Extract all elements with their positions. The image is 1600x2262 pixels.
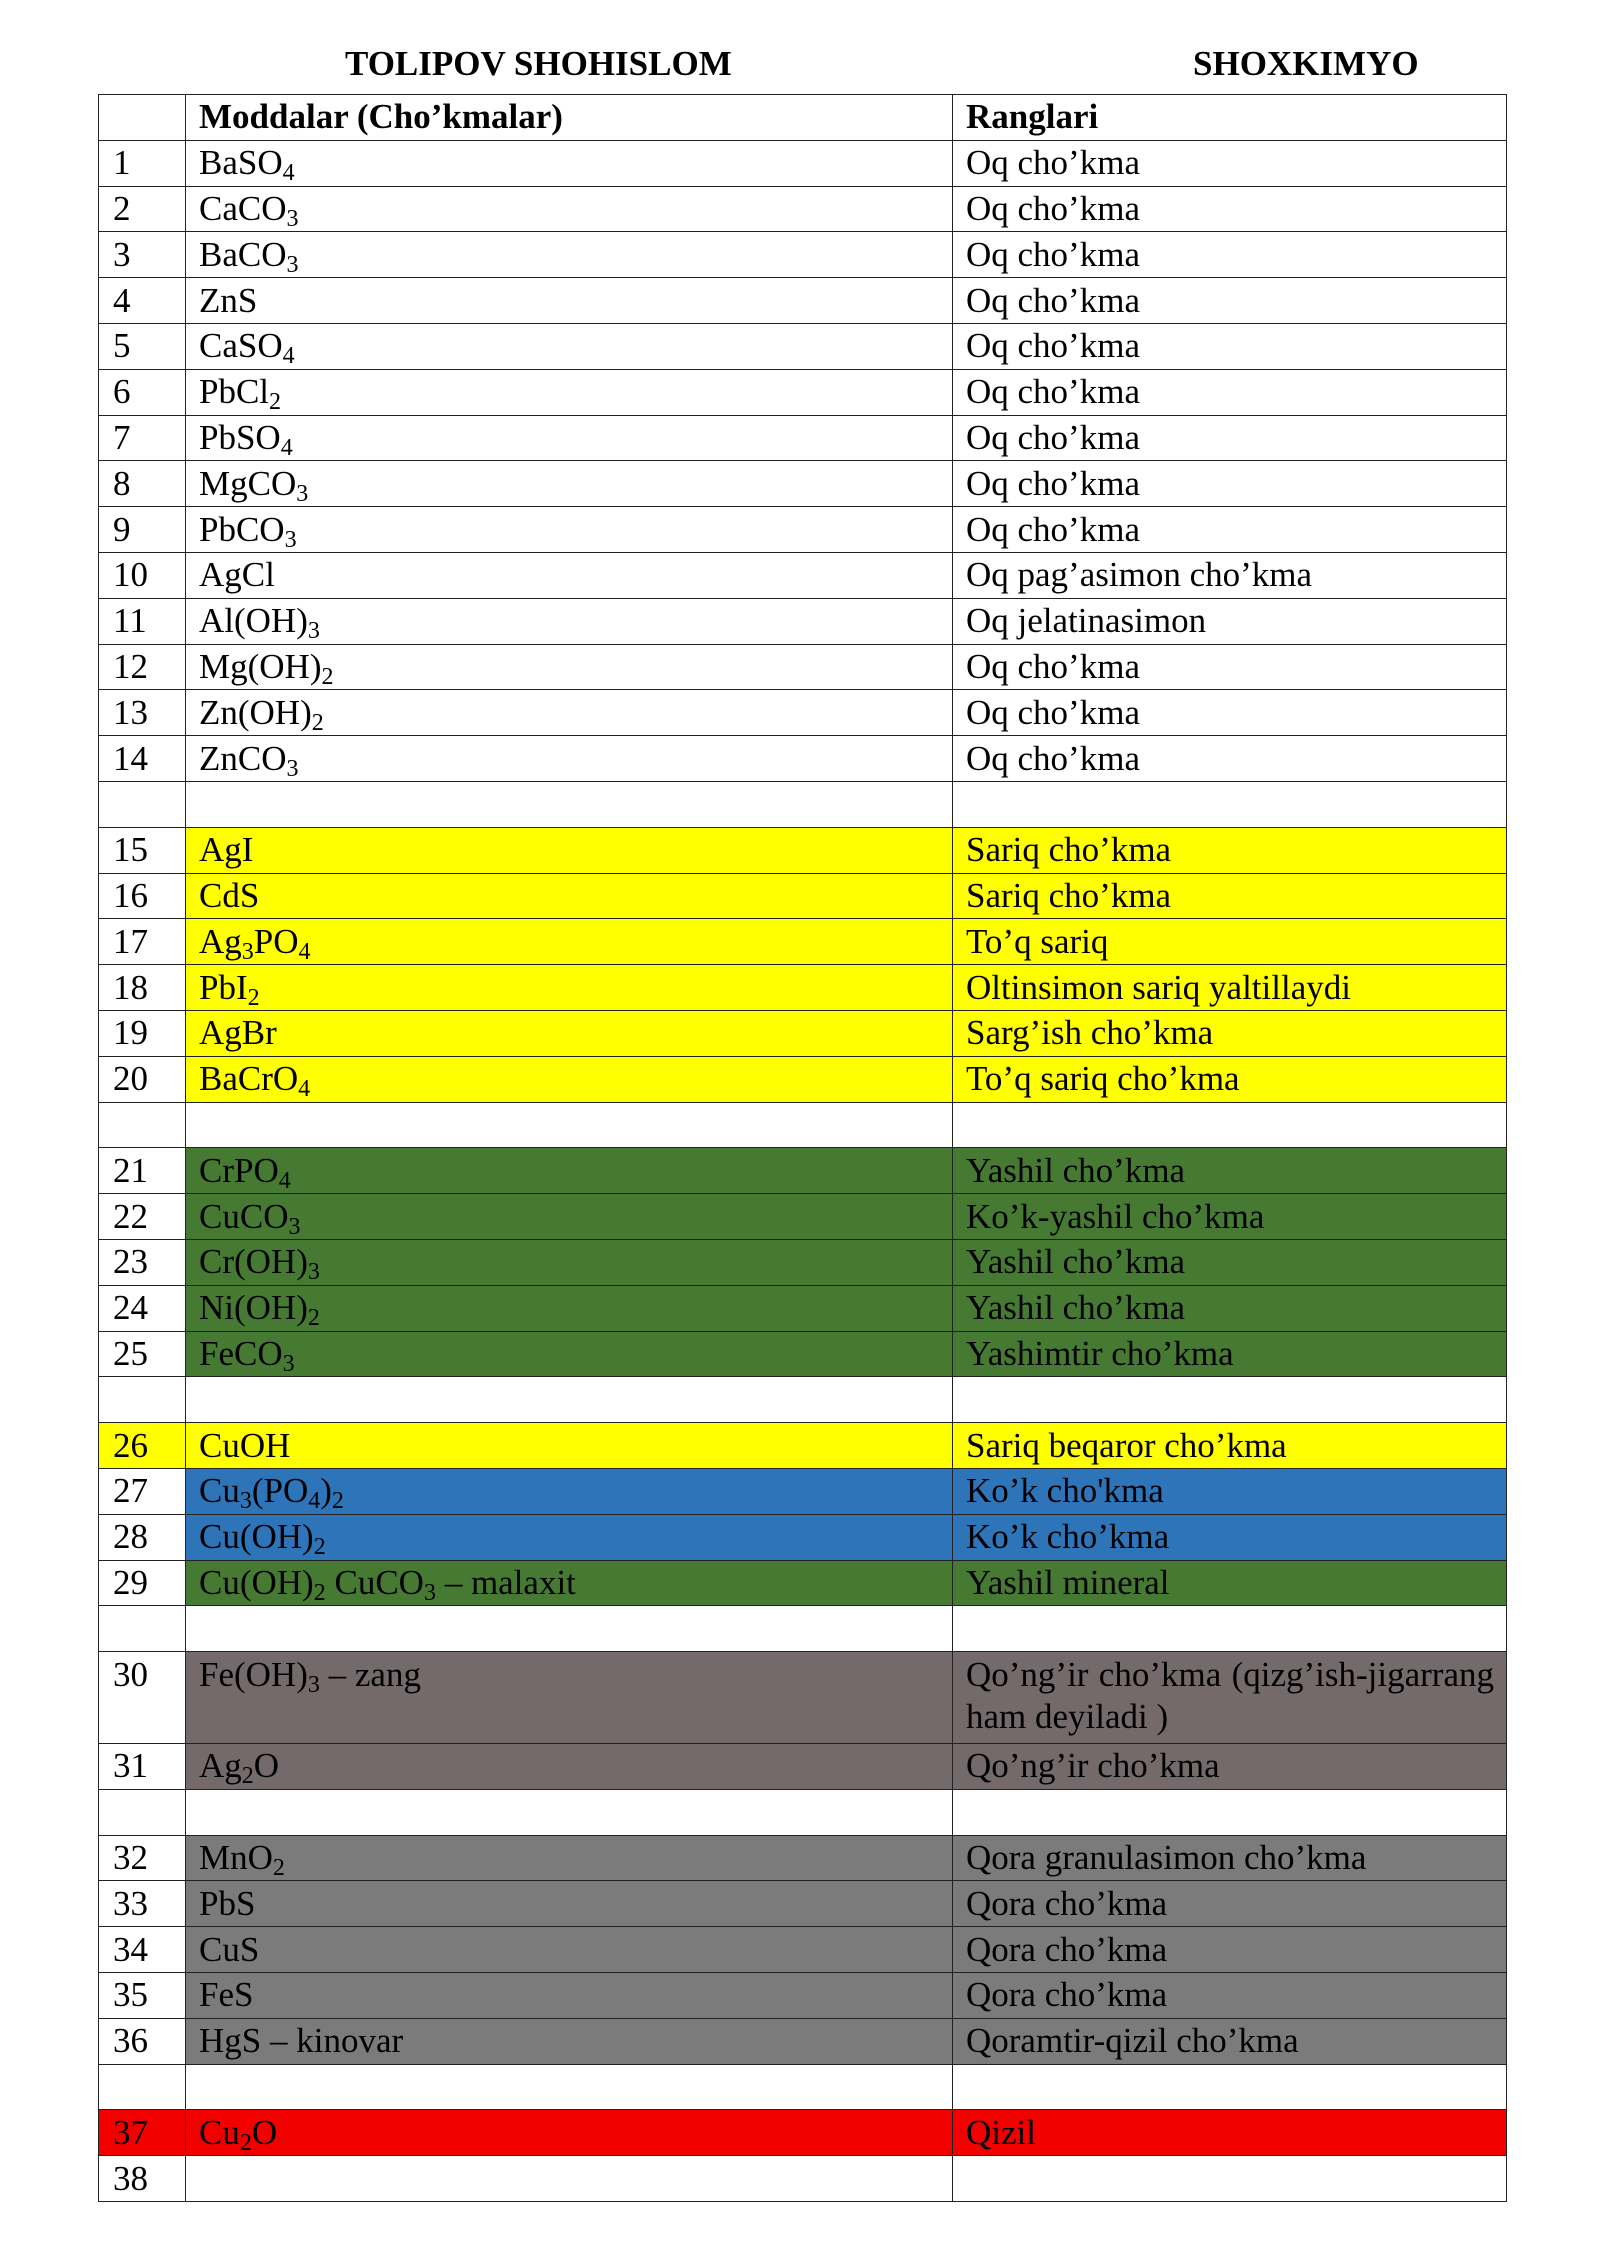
row-number: 13 xyxy=(99,690,186,736)
substance-formula: PbI$_2$ xyxy=(186,965,953,1011)
substance-formula: $Ag_3PO_4$ xyxy=(186,919,953,965)
table-row xyxy=(99,1194,1507,1240)
table-row xyxy=(99,232,1507,278)
row-number: 17 xyxy=(99,919,186,965)
table-row xyxy=(99,1514,1507,1560)
precipitate-color: Oq jelatinasimon xyxy=(953,598,1507,644)
precipitate-color: Ko’k-yashil cho’kma xyxy=(953,1194,1507,1240)
substance-formula: $Al(OH)_3$ xyxy=(186,598,953,644)
substance-formula: CuCO$_3$ xyxy=(186,1194,953,1240)
precipitate-color: To’q sariq xyxy=(953,919,1507,965)
substance-formula: MgCO$_3$ xyxy=(186,461,953,507)
row-number: 34 xyxy=(99,1927,186,1973)
row-number: 3 xyxy=(99,232,186,278)
row-number: 1 xyxy=(99,140,186,186)
table-row xyxy=(99,2018,1507,2064)
substance-formula: BaCrO$_4$ xyxy=(186,1056,953,1102)
table-row xyxy=(99,552,1507,598)
substance-formula xyxy=(186,781,953,827)
row-number: 6 xyxy=(99,369,186,415)
row-number: 16 xyxy=(99,873,186,919)
row-number: 29 xyxy=(99,1560,186,1606)
row-number: 35 xyxy=(99,1973,186,2019)
precipitate-color xyxy=(953,781,1507,827)
precipitate-color: Sarg’ish cho’kma xyxy=(953,1010,1507,1056)
spacer-row xyxy=(99,1789,1507,1835)
precipitate-color: Qo’ng’ir cho’kma xyxy=(953,1744,1507,1790)
table-row xyxy=(99,1148,1507,1194)
precipitate-color: Oq cho’kma xyxy=(953,644,1507,690)
table-row xyxy=(99,461,1507,507)
precipitate-color: Oq pag’asimon cho’kma xyxy=(953,552,1507,598)
table-row xyxy=(99,827,1507,873)
row-number: 23 xyxy=(99,1239,186,1285)
table-row xyxy=(99,690,1507,736)
substance-formula: $Ag_2O$ xyxy=(186,1744,953,1790)
spacer-row xyxy=(99,781,1507,827)
substance-formula xyxy=(186,1102,953,1148)
row-number: 37 xyxy=(99,2110,186,2156)
precipitate-color: Yashil cho’kma xyxy=(953,1285,1507,1331)
row-number xyxy=(99,1102,186,1148)
row-number: 10 xyxy=(99,552,186,598)
precipitate-color: Oq cho’kma xyxy=(953,507,1507,553)
row-number xyxy=(99,1789,186,1835)
precipitate-color xyxy=(953,1102,1507,1148)
substance-formula: PbS xyxy=(186,1881,953,1927)
spacer-row xyxy=(99,1606,1507,1652)
row-number: 24 xyxy=(99,1285,186,1331)
precipitate-color: Oq cho’kma xyxy=(953,461,1507,507)
substance-formula: AgCl xyxy=(186,552,953,598)
row-number: 15 xyxy=(99,827,186,873)
row-number: 32 xyxy=(99,1835,186,1881)
substance-formula: BaCO$_3$ xyxy=(186,232,953,278)
substance-formula: $Cu_2O$ xyxy=(186,2110,953,2156)
row-number: 4 xyxy=(99,278,186,324)
table-row xyxy=(99,736,1507,782)
row-number xyxy=(99,2064,186,2110)
substance-formula: $Fe(OH)_3$ – zang xyxy=(186,1652,953,1744)
table-row xyxy=(99,1239,1507,1285)
row-number: 27 xyxy=(99,1468,186,1514)
precipitate-color: Qo’ng’ir cho’kma (qizg’ish-jigarrang ham deyiladi ) xyxy=(953,1652,1507,1744)
precipitate-color: Qora granulasimon cho’kma xyxy=(953,1835,1507,1881)
row-number: 9 xyxy=(99,507,186,553)
precipitate-color: Oq cho’kma xyxy=(953,415,1507,461)
row-number: 28 xyxy=(99,1514,186,1560)
substance-formula: AgI xyxy=(186,827,953,873)
row-number: 5 xyxy=(99,323,186,369)
row-number: 18 xyxy=(99,965,186,1011)
row-number: 30 xyxy=(99,1652,186,1744)
row-number: 38 xyxy=(99,2156,186,2202)
row-number: 7 xyxy=(99,415,186,461)
substance-formula: ZnCO$_3$ xyxy=(186,736,953,782)
precipitate-color: To’q sariq cho’kma xyxy=(953,1056,1507,1102)
precipitate-color: Qora cho’kma xyxy=(953,1881,1507,1927)
table-row xyxy=(99,507,1507,553)
substance-formula: $Cu_3(PO_4)_2$ xyxy=(186,1468,953,1514)
substance-formula xyxy=(186,2064,953,2110)
precipitate-color: Oq cho’kma xyxy=(953,186,1507,232)
row-number xyxy=(99,1606,186,1652)
table-row xyxy=(99,1423,1507,1469)
table-header-row xyxy=(99,95,1507,141)
table-row xyxy=(99,1560,1507,1606)
substance-formula xyxy=(186,1606,953,1652)
substance-formula: $Cu(OH)_2$ xyxy=(186,1514,953,1560)
substance-formula: HgS – kinovar xyxy=(186,2018,953,2064)
precipitate-color xyxy=(953,1606,1507,1652)
table-row xyxy=(99,140,1507,186)
row-number: 31 xyxy=(99,1744,186,1790)
precipitate-color: Oq cho’kma xyxy=(953,690,1507,736)
row-number: 2 xyxy=(99,186,186,232)
author-name: TOLIPOV SHOHISLOM xyxy=(345,44,732,83)
row-number xyxy=(99,781,186,827)
table-row xyxy=(99,1056,1507,1102)
precipitate-color: Sariq cho’kma xyxy=(953,827,1507,873)
row-number: 20 xyxy=(99,1056,186,1102)
table-row xyxy=(99,323,1507,369)
precipitate-color: Qoramtir-qizil cho’kma xyxy=(953,2018,1507,2064)
row-number: 25 xyxy=(99,1331,186,1377)
substance-formula: CuS xyxy=(186,1927,953,1973)
row-number xyxy=(99,1377,186,1423)
precipitate-color: Oq cho’kma xyxy=(953,232,1507,278)
precipitate-color: Qora cho’kma xyxy=(953,1973,1507,2019)
header-substance-cell: Moddalar (Cho’kmalar) xyxy=(186,95,953,141)
table-row xyxy=(99,2110,1507,2156)
table-row xyxy=(99,1010,1507,1056)
precipitate-color: Oq cho’kma xyxy=(953,140,1507,186)
row-number: 19 xyxy=(99,1010,186,1056)
table-row xyxy=(99,1835,1507,1881)
substance-formula: ZnS xyxy=(186,278,953,324)
table-row xyxy=(99,1285,1507,1331)
row-number: 36 xyxy=(99,2018,186,2064)
substance-formula: PbCl$_2$ xyxy=(186,369,953,415)
table-row xyxy=(99,1652,1507,1744)
substance-formula: FeS xyxy=(186,1973,953,2019)
substance-formula: PbSO$_4$ xyxy=(186,415,953,461)
substance-formula xyxy=(186,2156,953,2202)
spacer-row xyxy=(99,1377,1507,1423)
precipitate-table xyxy=(98,94,1507,2202)
table-row xyxy=(99,415,1507,461)
row-number: 22 xyxy=(99,1194,186,1240)
substance-formula: PbCO$_3$ xyxy=(186,507,953,553)
precipitate-color: Sariq beqaror cho’kma xyxy=(953,1423,1507,1469)
substance-formula: $Zn(OH)_2$ xyxy=(186,690,953,736)
precipitate-color xyxy=(953,2156,1507,2202)
substance-formula: BaSO$_4$ xyxy=(186,140,953,186)
precipitate-color: Yashimtir cho’kma xyxy=(953,1331,1507,1377)
row-number: 33 xyxy=(99,1881,186,1927)
substance-formula xyxy=(186,1377,953,1423)
table-row xyxy=(99,278,1507,324)
substance-formula: $Cr(OH)_3$ xyxy=(186,1239,953,1285)
table-row xyxy=(99,2156,1507,2202)
table-row xyxy=(99,965,1507,1011)
table-row xyxy=(99,1927,1507,1973)
substance-formula xyxy=(186,1789,953,1835)
precipitate-color xyxy=(953,1789,1507,1835)
substance-formula: CuOH xyxy=(186,1423,953,1469)
substance-formula: CaCO$_3$ xyxy=(186,186,953,232)
precipitate-color: Ko’k cho'kma xyxy=(953,1468,1507,1514)
precipitate-color: Oq cho’kma xyxy=(953,323,1507,369)
precipitate-color xyxy=(953,2064,1507,2110)
row-number: 12 xyxy=(99,644,186,690)
table-row xyxy=(99,919,1507,965)
table-row xyxy=(99,1973,1507,2019)
table-row xyxy=(99,1744,1507,1790)
spacer-row xyxy=(99,2064,1507,2110)
substance-formula: CdS xyxy=(186,873,953,919)
row-number: 26 xyxy=(99,1423,186,1469)
header-color-cell: Ranglari xyxy=(953,95,1507,141)
precipitate-color: Ko’k cho’kma xyxy=(953,1514,1507,1560)
precipitate-color: Sariq cho’kma xyxy=(953,873,1507,919)
spacer-row xyxy=(99,1102,1507,1148)
table-row xyxy=(99,186,1507,232)
substance-formula: $Cu(OH)_2$ CuCO$_3$ – malaxit xyxy=(186,1560,953,1606)
substance-formula: CaSO$_4$ xyxy=(186,323,953,369)
substance-formula: CrPO$_4$ xyxy=(186,1148,953,1194)
precipitate-color: Yashil mineral xyxy=(953,1560,1507,1606)
row-number: 21 xyxy=(99,1148,186,1194)
row-number: 8 xyxy=(99,461,186,507)
precipitate-color: Oltinsimon sariq yaltillaydi xyxy=(953,965,1507,1011)
substance-formula: FeCO$_3$ xyxy=(186,1331,953,1377)
substance-formula: MnO$_2$ xyxy=(186,1835,953,1881)
header-number-cell xyxy=(99,95,186,141)
table-row xyxy=(99,873,1507,919)
substance-formula: AgBr xyxy=(186,1010,953,1056)
precipitate-color: Yashil cho’kma xyxy=(953,1239,1507,1285)
row-number: 11 xyxy=(99,598,186,644)
table-row xyxy=(99,1331,1507,1377)
row-number: 14 xyxy=(99,736,186,782)
precipitate-color: Oq cho’kma xyxy=(953,369,1507,415)
brand-name: SHOXKIMYO xyxy=(1193,44,1419,83)
precipitate-color: Oq cho’kma xyxy=(953,278,1507,324)
table-row xyxy=(99,644,1507,690)
table-row xyxy=(99,1468,1507,1514)
precipitate-color xyxy=(953,1377,1507,1423)
table-row xyxy=(99,598,1507,644)
substance-formula: $Mg(OH)_2$ xyxy=(186,644,953,690)
table-row xyxy=(99,369,1507,415)
substance-formula: $Ni(OH)_2$ xyxy=(186,1285,953,1331)
table-row xyxy=(99,1881,1507,1927)
precipitate-color: Qizil xyxy=(953,2110,1507,2156)
precipitate-color: Qora cho’kma xyxy=(953,1927,1507,1973)
precipitate-color: Oq cho’kma xyxy=(953,736,1507,782)
precipitate-color: Yashil cho’kma xyxy=(953,1148,1507,1194)
